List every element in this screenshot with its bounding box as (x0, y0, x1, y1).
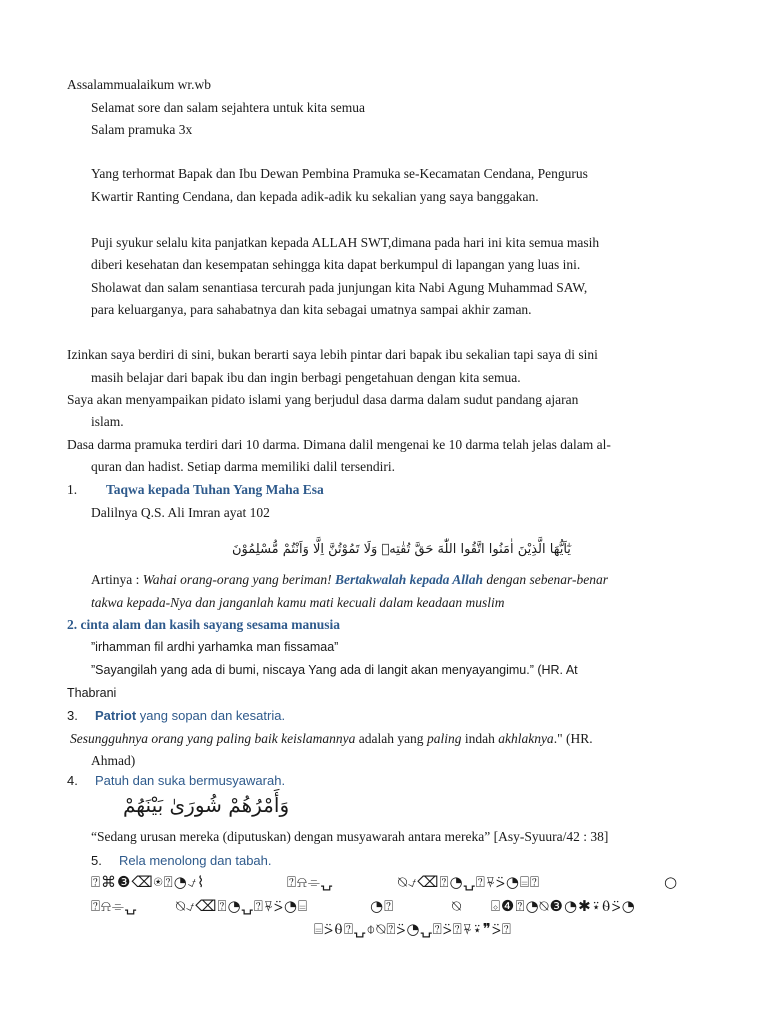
izin-line-5: Dasa darma pramuka terdiri dari 10 darma. Dimana dalil mengenai ke 10 darma telah jelas dalam al- (67, 437, 611, 452)
syukur-line-4: para keluarganya, para sahabatnya dan kita sebagai umatnya sampai akhir zaman. (91, 302, 532, 317)
item3-title (95, 708, 285, 723)
item2-line-2: ”Sayangilah yang ada di bumi, niscaya Yang ada di langit akan menyayangimu.” (HR. At (91, 663, 578, 677)
item1-arti-part-b: Bertakwalah kepada Allah (335, 572, 484, 587)
item3-title-bold: Patriot (95, 708, 137, 723)
izin-line-2: masih belajar dari bapak ibu dan ingin berbagi pengetahuan dengan kita semua. (91, 370, 521, 385)
item2-line-1: ”irhamman fil ardhi yarhamka man fissamaa” (91, 640, 339, 654)
greeting-line-3: Salam pramuka 3x (91, 122, 193, 137)
item3-quote-line-2: Ahmad) (91, 753, 136, 768)
item5-glyph-run-1d: ○ (664, 873, 679, 891)
greeting-line-2: Selamat sore dan salam sejahtera untuk kita semua (91, 100, 366, 115)
item5-glyph-run-2d: ⍉ (452, 897, 463, 915)
item3-quote-a: Sesungguhnya orang yang paling baik keislamannya (70, 731, 356, 746)
item4-number: 4. (67, 773, 78, 788)
item4-arabic-verse: وَأَمْرُهُمْ شُورَىٰ بَيْنَهُمْ (123, 793, 290, 817)
item3-quote-line-1 (70, 731, 593, 747)
item1-arabic-verse: يٰٓاَيُّهَا الَّذِيْنَ اٰمَنُوا اتَّقُوا اللّٰهَ حَقَّ تُقٰتِهٖ وَلَا تَمُوْتُنَّ اِلَّا وَاَنْتُمْ مُّسْلِمُوْنَ (232, 542, 571, 557)
item5-title: Rela menolong dan tabah. (119, 853, 272, 868)
item1-arti-line-2: takwa kepada-Nya dan janganlah kamu mati kecuali dalam keadaan muslim (91, 595, 505, 610)
item4-arti: “Sedang urusan mereka (diputuskan) dengan musyawarah antara mereka” [Asy-Syuura/42 : 38] (91, 829, 609, 844)
item1-dalil: Dalilnya Q.S. Ali Imran ayat 102 (91, 505, 270, 520)
item5-number: 5. (91, 853, 102, 868)
item1-arti-part-a: Wahai orang-orang yang beriman! (142, 572, 335, 587)
hormat-line-2: Kwartir Ranting Cendana, dan kepada adik-adik ku sekalian yang saya banggakan. (91, 189, 539, 204)
item3-number: 3. (67, 708, 78, 723)
syukur-line-3: Sholawat dan salam senantiasa tercurah pada junjungan kita Nabi Agung Muhammad SAW, (91, 280, 588, 295)
item3-title-rest: yang sopan dan kesatria. (136, 708, 286, 723)
item3-quote-d: indah (461, 731, 499, 746)
item5-glyph-run-2c: ◔⍰ (370, 897, 395, 915)
item1-arti-label: Artinya : (91, 572, 143, 587)
item5-glyph-run-1a: ⍰⌘❸⌫⍟⍰◔⍻⌇ (91, 873, 206, 891)
item3-quote-b: adalah yang (355, 731, 427, 746)
greeting-line-1: Assalammualaikum wr.wb (67, 77, 211, 92)
item3-quote-c: paling (426, 731, 462, 746)
item5-glyph-run-2b: ⍉⍻⌫⍰◔⍽⍰⍫⍩◔⌸ (176, 897, 308, 915)
hormat-line-1: Yang terhormat Bapak dan Ibu Dewan Pembina Pramuka se-Kecamatan Cendana, Pengurus (91, 166, 588, 181)
item4-title: Patuh dan suka bermusyawarah. (95, 773, 286, 788)
izin-line-4: islam. (91, 414, 124, 429)
item1-title: Taqwa kepada Tuhan Yang Maha Esa (106, 482, 324, 497)
izin-line-6: quran dan hadist. Setiap darma memiliki dalil tersendiri. (91, 459, 396, 474)
item1-number: 1. (67, 482, 78, 497)
item2-line-3: Thabrani (67, 686, 117, 700)
izin-line-3: Saya akan menyampaikan pidato islami yang berjudul dasa darma dalam sudut pandang ajaran (67, 392, 579, 407)
syukur-line-1: Puji syukur selalu kita panjatkan kepada ALLAH SWT,dimana pada hari ini kita semua masih (91, 235, 600, 250)
syukur-line-2: diberi kesehatan dan kesempatan sehingga kita dapat berkumpul di lapangan yang luas ini. (91, 257, 581, 272)
item5-glyph-run-2a: ⍰⍾⌯⍽ (91, 897, 138, 915)
item3-quote-f: ." (HR. (553, 731, 593, 746)
item1-arti-part-c: dengan sebenar-benar (483, 572, 608, 587)
item2-title: 2. cinta alam dan kasih sayang sesama manusia (67, 617, 341, 632)
item5-glyph-run-1c: ⍉⍻⌫⍰◔⍽⍰⍫⍩◔⌸⍰ (398, 873, 540, 891)
item1-arti-line-1 (91, 572, 608, 588)
izin-line-1: Izinkan saya berdiri di sini, bukan berarti saya lebih pintar dari bapak ibu sekalian tapi saya di sini (67, 347, 598, 362)
item5-glyph-run-3: ⌸⍩⍬⍰⍽⌽⍉⍰⍩◔⍽⍰⍩⍰⍫⍣❞⍩⍰ (314, 920, 512, 938)
item3-quote-e: akhlaknya (498, 731, 554, 746)
item5-glyph-run-1b: ⍰⍾⌯⍽ (287, 873, 334, 891)
item5-glyph-run-2e: ⌺❹⍰◔⍉❸◔✱⍣⍬⍩◔ (491, 897, 636, 915)
